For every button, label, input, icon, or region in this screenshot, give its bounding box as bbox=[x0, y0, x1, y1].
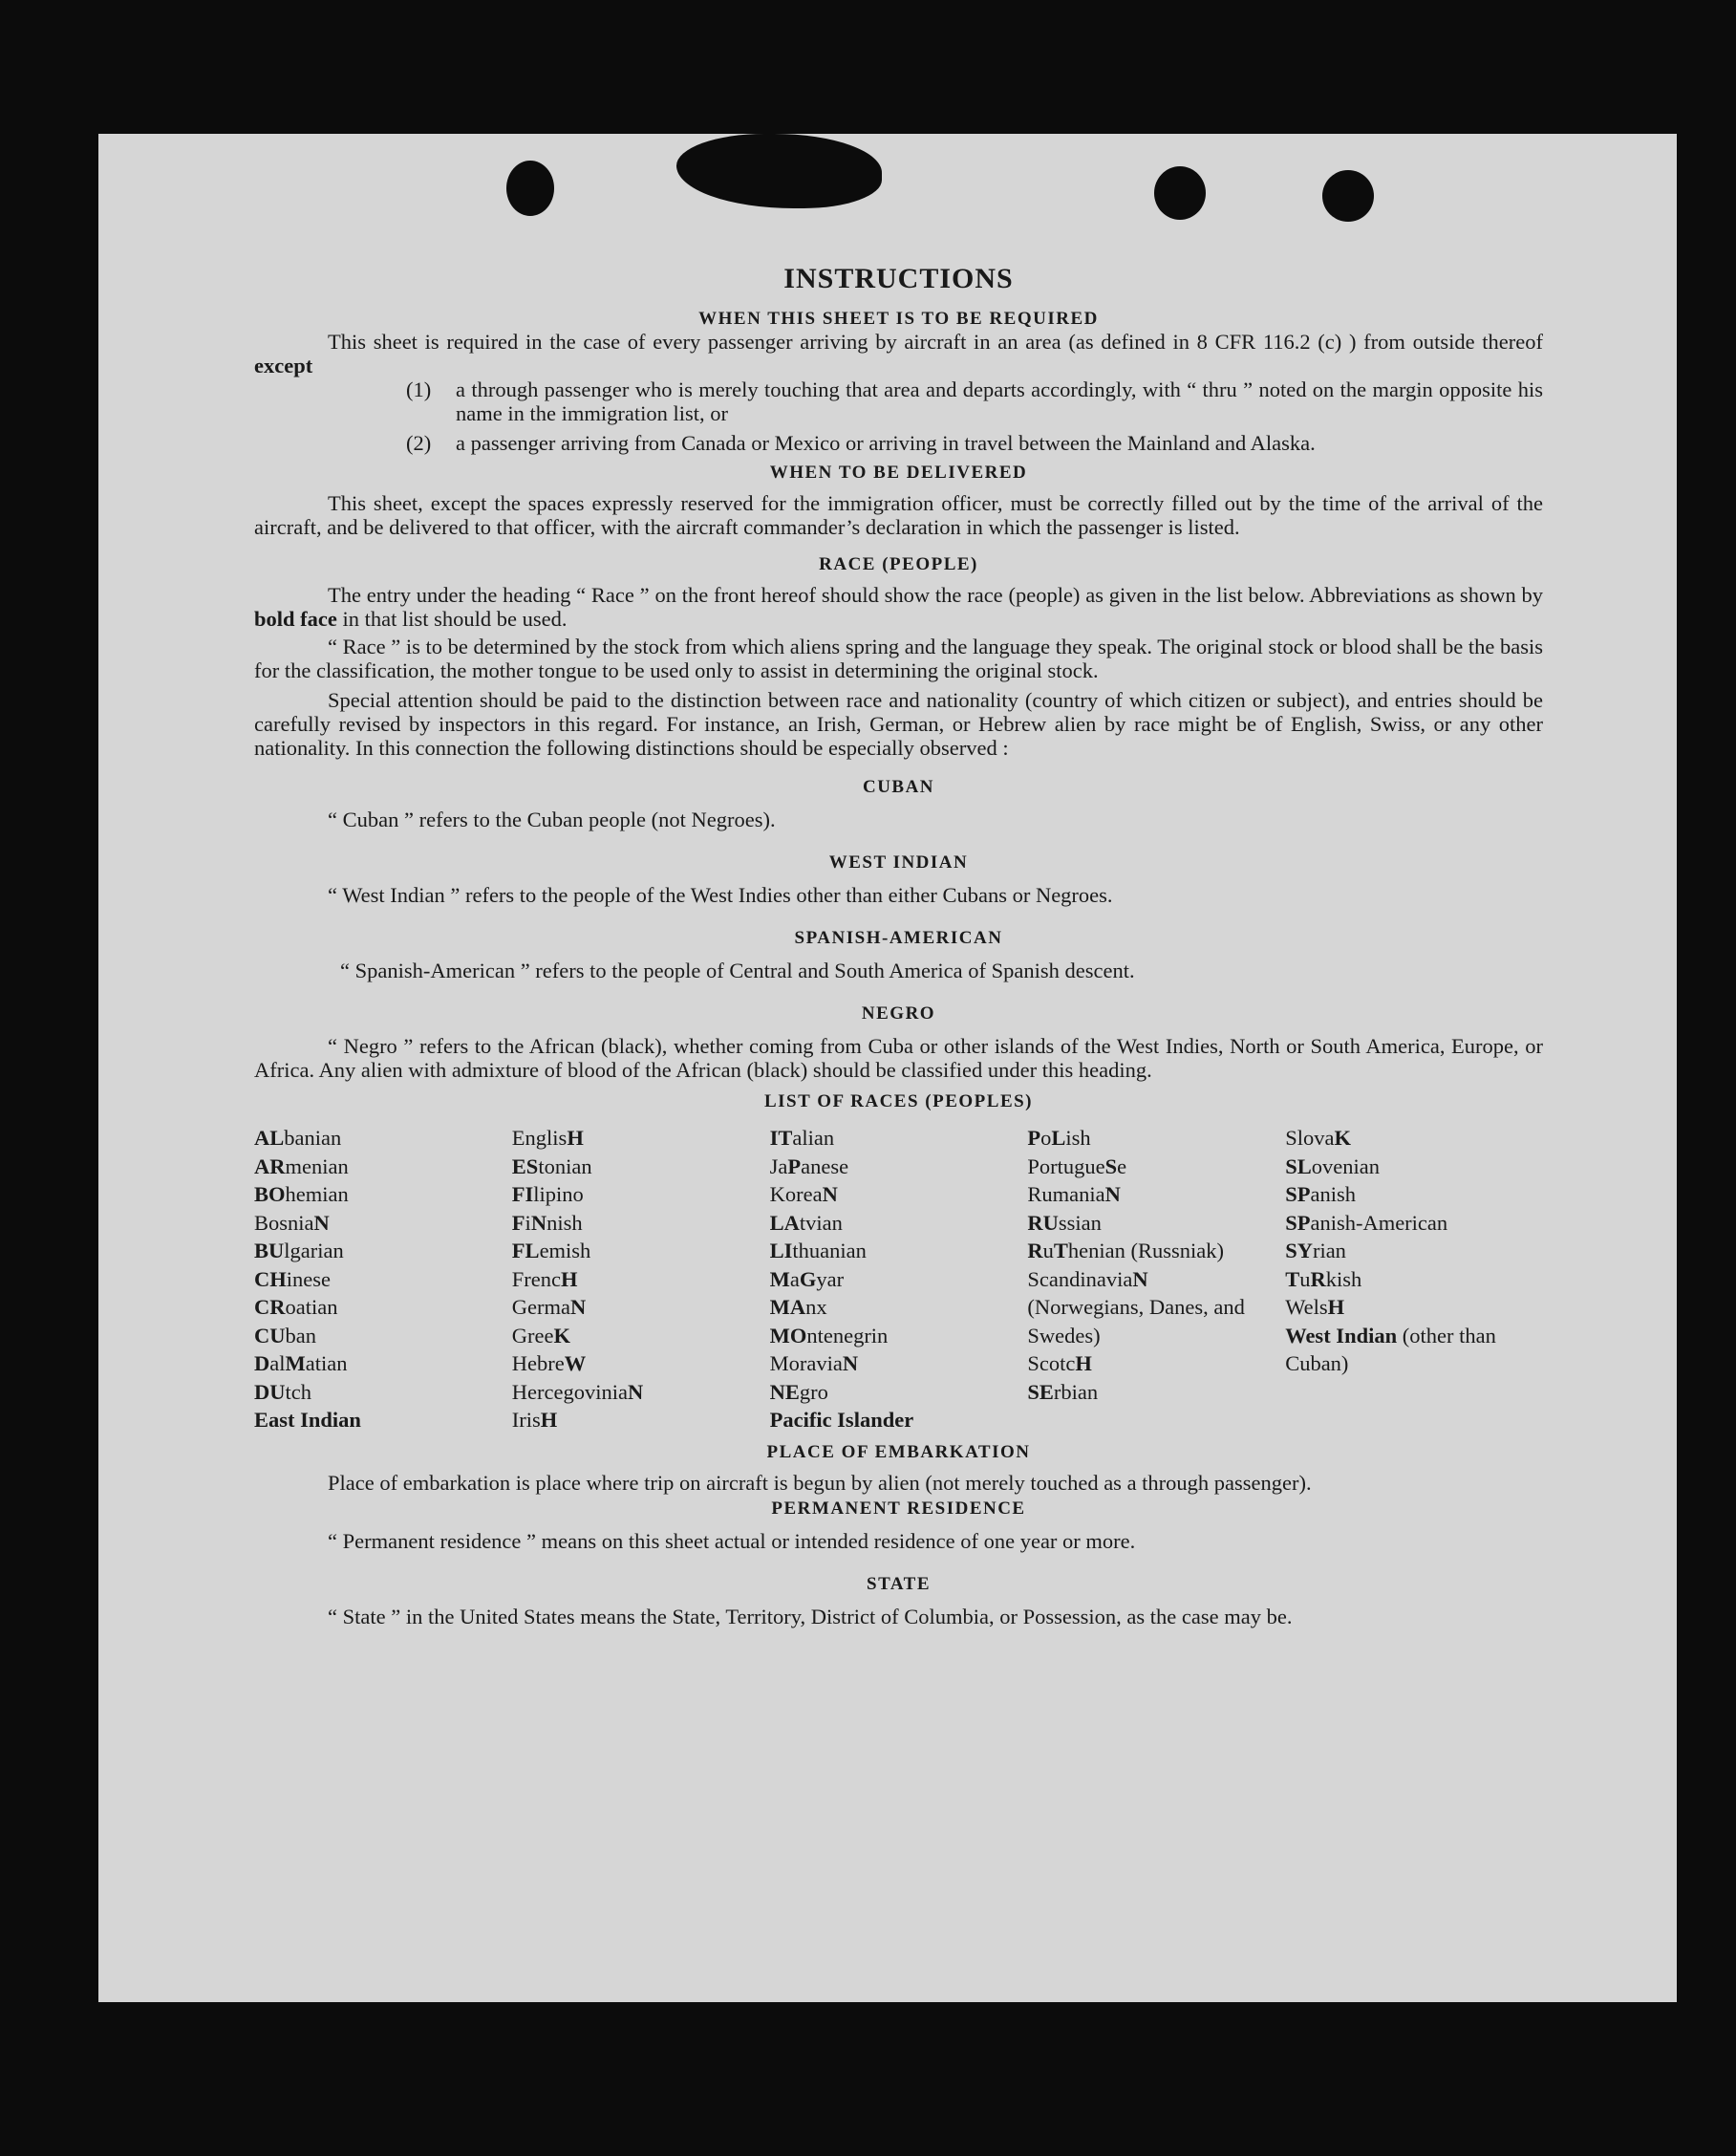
race-entry: DalMatian bbox=[254, 1351, 348, 1375]
permanent-residence-paragraph: “ Permanent residence ” means on this sheet actual or intended residence of one year or more. bbox=[328, 1528, 1136, 1553]
section-heading-list-of-races: LIST OF RACES (PEOPLES) bbox=[763, 1091, 1034, 1111]
race-entry: GermaN bbox=[511, 1295, 587, 1319]
section-heading-state: STATE bbox=[867, 1573, 931, 1594]
race-entry: SLovenian bbox=[1285, 1153, 1380, 1178]
races-column bbox=[512, 1124, 770, 1434]
race-entry: ScandinaviaN (Norwegians, Danes, and Swedes) bbox=[1027, 1266, 1245, 1348]
race-entry: BOhemian bbox=[254, 1182, 349, 1206]
torn-mark bbox=[676, 134, 882, 208]
section-heading-embarkation: PLACE OF EMBARKATION bbox=[766, 1441, 1031, 1462]
section-heading-cuban: CUBAN bbox=[862, 777, 935, 797]
section-heading-spanish-american: SPANISH-AMERICAN bbox=[794, 928, 1003, 948]
section-heading-west-indian: WEST INDIAN bbox=[828, 852, 969, 873]
punch-hole bbox=[506, 161, 554, 216]
document-sheet bbox=[98, 134, 1677, 2002]
race-entry: MaGyar bbox=[769, 1266, 845, 1291]
race-entry: Pacific Islander bbox=[769, 1408, 914, 1432]
races-column bbox=[770, 1124, 1028, 1434]
race-entry: SlovaK bbox=[1285, 1126, 1351, 1150]
race-entry: East Indian bbox=[254, 1408, 361, 1432]
cuban-paragraph: “ Cuban ” refers to the Cuban people (not Negroes). bbox=[328, 808, 776, 831]
race-entry: SPanish bbox=[1285, 1182, 1356, 1206]
page-title: INSTRUCTIONS bbox=[783, 263, 1014, 294]
races-column bbox=[1027, 1124, 1285, 1434]
exception-item-2: (2) a passenger arriving from Canada or Mexico or arriving in travel between the Mainland and Alaska. bbox=[406, 431, 1316, 455]
race-entry: NEgro bbox=[769, 1379, 828, 1404]
race-entry: RumaniaN bbox=[1027, 1182, 1121, 1206]
races-column bbox=[254, 1124, 512, 1434]
race-entry: IrisH bbox=[511, 1408, 558, 1432]
race-entry: MoraviaN bbox=[769, 1351, 859, 1375]
race-entry: BosniaN bbox=[254, 1210, 330, 1235]
race-entry: CHinese bbox=[254, 1266, 331, 1291]
punch-hole bbox=[1154, 166, 1206, 220]
race-entry: ALbanian bbox=[254, 1126, 342, 1150]
race-entry: BUlgarian bbox=[254, 1239, 344, 1262]
race-paragraph-2: “ Race ” is to be determined by the stock from which aliens spring and the language they speak. The original stock or blood shall be the basis for the classification, the mother tongue to be used only to assist in determining the original stock. bbox=[254, 635, 1543, 682]
race-entry: ITalian bbox=[769, 1126, 835, 1150]
race-entry: JaPanese bbox=[769, 1153, 849, 1178]
state-paragraph: “ State ” in the United States means the State, Territory, District of Columbia, or Possession, as the case may be. bbox=[328, 1604, 1293, 1628]
race-entry: LIthuanian bbox=[769, 1239, 867, 1262]
race-entry: FrencH bbox=[511, 1266, 578, 1291]
race-entry: EStonian bbox=[511, 1153, 592, 1178]
west-indian-paragraph: “ West Indian ” refers to the people of the West Indies other than either Cubans or Negroes. bbox=[328, 883, 1113, 907]
race-entry: MAnx bbox=[769, 1295, 827, 1319]
race-entry: FIlipino bbox=[511, 1182, 584, 1206]
section-heading-permanent-residence: PERMANENT RESIDENCE bbox=[771, 1498, 1026, 1519]
race-entry: HebreW bbox=[511, 1351, 587, 1375]
race-entry: DUtch bbox=[254, 1379, 311, 1404]
race-entry: CRoatian bbox=[254, 1295, 338, 1319]
exception-item-1: (1) a through passenger who is merely touching that area and departs accordingly, with “ thru ” noted on the margin opposite his name in the immigration list, or bbox=[406, 377, 1543, 425]
race-paragraph-1: The entry under the heading “ Race ” on the front hereof should show the race (people) as given in the list below. Abbreviations as shown by bold face in that list should be used. bbox=[254, 583, 1543, 631]
race-entry: ARmenian bbox=[254, 1153, 349, 1178]
race-entry: West Indian (other than Cuban) bbox=[1285, 1323, 1496, 1375]
race-entry: SErbian bbox=[1027, 1379, 1099, 1404]
embarkation-paragraph: Place of embarkation is place where trip on aircraft is begun by alien (not merely touched as a through passenger). bbox=[328, 1470, 1312, 1495]
section-heading-race: RACE (PEOPLE) bbox=[819, 554, 978, 574]
negro-paragraph: “ Negro ” refers to the African (black), whether coming from Cuba or other islands of the West Indies, North or South America, Europe, or Africa. Any alien with admixture of blood of the African (black) should be classified under this heading. bbox=[254, 1034, 1543, 1082]
race-paragraph-3: Special attention should be paid to the distinction between race and nationality (country of which citizen or subject), and entries should be carefully revised by inspectors in this regard. For instance, an Irish, German, or Hebrew alien by race might be of English, Swiss, or any other nationality. In this connection the following distinctions should be especially observed : bbox=[254, 688, 1543, 760]
race-entry: TuRkish bbox=[1285, 1266, 1362, 1291]
race-entry: LAtvian bbox=[769, 1210, 843, 1235]
race-entry: FiNnish bbox=[511, 1210, 583, 1235]
race-entry: KoreaN bbox=[769, 1182, 838, 1206]
race-entry: RUssian bbox=[1027, 1210, 1102, 1235]
race-entry: EnglisH bbox=[511, 1126, 584, 1150]
race-entry: GreeK bbox=[511, 1323, 571, 1348]
race-entry: WelsH bbox=[1285, 1295, 1345, 1319]
races-list bbox=[254, 1124, 1543, 1434]
section-heading-when-required: WHEN THIS SHEET IS TO BE REQUIRED bbox=[698, 309, 1099, 329]
race-entry: PoLish bbox=[1027, 1126, 1091, 1150]
race-entry: ScotcH bbox=[1027, 1351, 1092, 1375]
punch-hole bbox=[1322, 170, 1374, 222]
when-required-paragraph: This sheet is required in the case of every passenger arriving by aircraft in an area (as defined in 8 CFR 116.2 (c) ) from outside thereof except bbox=[254, 330, 1543, 377]
races-column bbox=[1285, 1124, 1543, 1434]
race-entry: SYrian bbox=[1285, 1239, 1346, 1262]
section-heading-when-delivered: WHEN TO BE DELIVERED bbox=[769, 463, 1028, 483]
spanish-american-paragraph: “ Spanish-American ” refers to the people of Central and South America of Spanish descent. bbox=[340, 959, 1135, 982]
race-entry: SPanish-American bbox=[1285, 1210, 1448, 1235]
when-delivered-paragraph: This sheet, except the spaces expressly reserved for the immigration officer, must be correctly filled out by the time of the arrival of the aircraft, and be delivered to that officer, with the aircraft commander’s declaration in which the passenger is listed. bbox=[254, 491, 1543, 539]
race-entry: HercegoviniaN bbox=[511, 1379, 644, 1404]
section-heading-negro: NEGRO bbox=[861, 1003, 936, 1024]
race-entry: MOntenegrin bbox=[769, 1323, 889, 1348]
race-entry: FLemish bbox=[511, 1239, 591, 1262]
race-entry: PortugueSe bbox=[1027, 1153, 1127, 1178]
race-entry: CUban bbox=[254, 1323, 316, 1348]
race-entry: RuThenian (Russniak) bbox=[1027, 1239, 1224, 1262]
